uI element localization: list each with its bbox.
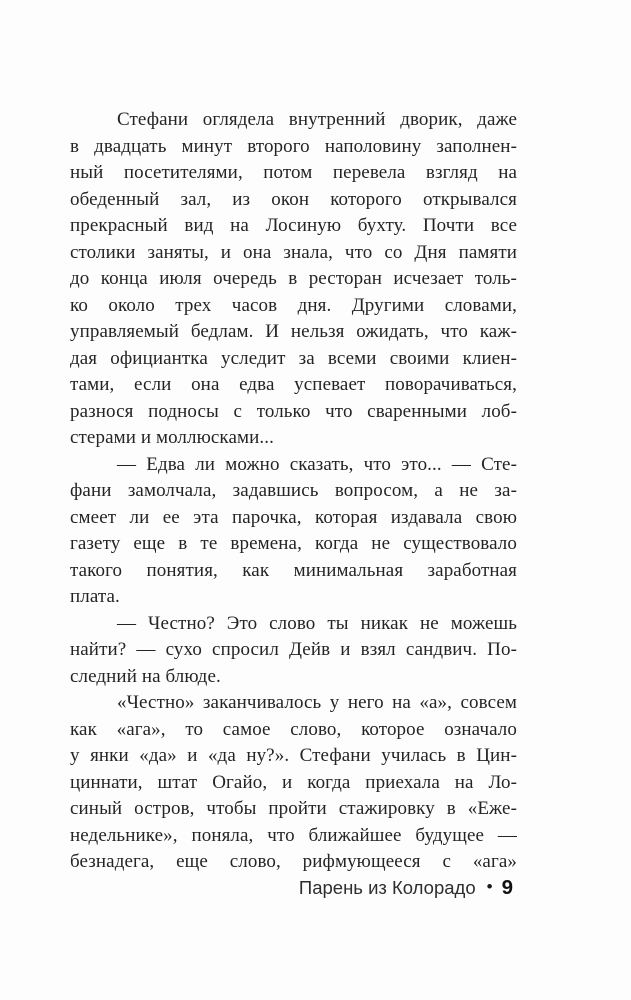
text-line: до конца июля очередь в ресторан исчезает толь- — [70, 268, 517, 289]
text-line: такого понятия, как минимальная заработная — [70, 559, 517, 581]
text-line: газету еще в те времена, когда не существовало — [70, 533, 517, 554]
dot-separator-icon: • — [486, 877, 493, 896]
text-column — [70, 107, 517, 876]
text-line: столики заняты, и она знала, что со Дня памяти — [70, 241, 517, 263]
text-line: стерами и моллюсками... — [70, 427, 274, 448]
text-line: плата. — [70, 586, 120, 607]
paragraph — [70, 611, 517, 691]
text-line: дая официантка уследит за всеми своими клиен- — [70, 347, 517, 369]
page-footer — [299, 876, 513, 900]
text-line: синый остров, чтобы пройти стажировку в «Еже- — [70, 798, 517, 819]
text-line: — Едва ли можно сказать, что это... — Сте- — [117, 453, 517, 475]
text-line: ный посетителями, потом перевела взгляд на — [70, 162, 517, 183]
paragraph — [70, 107, 517, 452]
running-title: Парень из Колорадо — [298, 877, 476, 898]
paragraph — [70, 452, 517, 611]
text-line: смеет ли ее эта парочка, которая издавала свою — [70, 506, 517, 528]
text-line: управляемый бедлам. И нельзя ожидать, что каж- — [70, 321, 517, 342]
text-line: ко около трех часов дня. Другими словами, — [70, 294, 517, 316]
text-line: обеденный зал, из окон которого открывался — [70, 188, 517, 210]
text-line: в двадцать минут второго наполовину заполнен- — [70, 135, 517, 157]
text-line: циннати, штат Огайо, и когда приехала на Ло- — [70, 771, 517, 793]
text-line: следний на блюде. — [70, 665, 221, 687]
text-line: недельнике», поняла, что ближайшее будущее — — [70, 824, 517, 846]
text-line: тами, если она едва успевает поворачиваться, — [70, 374, 517, 395]
text-line: как «ага», то самое слово, которое означало — [70, 718, 517, 740]
text-line: Стефани оглядела внутренний дворик, даже — [117, 109, 517, 130]
text-line: разнося подносы с только что сваренными лоб- — [70, 400, 517, 422]
paragraph — [70, 690, 517, 876]
text-line: безнадега, еще слово, рифмующееся с «ага» — [70, 851, 517, 872]
text-line: у янки «да» и «да ну?». Стефани училась в Цин- — [70, 745, 517, 766]
text-line: найти? — сухо спросил Дейв и взял сандвич. По- — [70, 639, 517, 660]
text-line: — Честно? Это слово ты никак не можешь — [117, 612, 517, 634]
page-number: 9 — [501, 876, 513, 899]
text-line: фани замолчала, задавшись вопросом, а не за- — [70, 480, 517, 501]
text-line: «Честно» заканчивалось у него на «а», совсем — [117, 692, 517, 713]
text-line: прекрасный вид на Лосиную бухту. Почти все — [70, 215, 517, 236]
